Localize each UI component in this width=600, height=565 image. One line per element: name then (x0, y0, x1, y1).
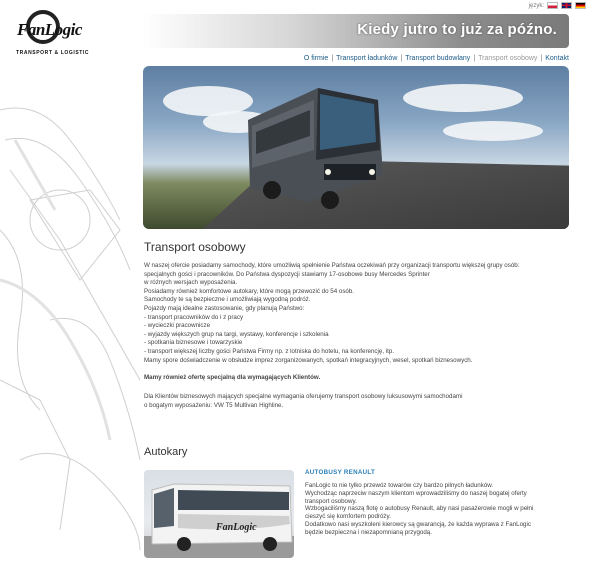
autokary-line: Wzbogaciliśmy naszą flotę o autobusy Renault, aby nasi pasażerowie mogli w pełni (305, 505, 534, 513)
language-selector (529, 2, 586, 9)
page-title: Transport osobowy (144, 240, 246, 254)
autokary-line: będzie bezpieczna i niezapomnianą przygodą. (305, 528, 432, 536)
nav-separator: | (473, 55, 476, 62)
nav-transport-ladunkow[interactable]: Transport ładunków (336, 55, 398, 62)
intro-line: Posiadamy również komfortowe autokary, które mogą przewozić do 54 osób. (144, 287, 355, 295)
nav-separator: | (540, 55, 543, 62)
flag-pl-icon[interactable] (547, 2, 558, 9)
flag-de-icon[interactable] (575, 2, 586, 9)
intro-line: w różnych wersjach wyposażenia. (144, 279, 238, 287)
nav-separator: | (400, 55, 403, 62)
banner-slogan: Kiedy jutro to już za późno. (357, 21, 557, 38)
subheading-autobusy-renault: AUTOBUSY RENAULT (305, 469, 376, 476)
white-coach-illustration (144, 470, 294, 558)
logo-tagline: TRANSPORT & LOGISTIC (16, 50, 90, 56)
intro-line: - transport pracowników do i z pracy (144, 313, 244, 321)
intro-line: - wyjazdy większych grup na targi, wystawy, konferencje i szkolenia (144, 330, 329, 338)
cloud-shape (403, 84, 523, 112)
hero-coach-photo (143, 66, 569, 229)
language-label: język: (528, 2, 544, 9)
nav-kontakt[interactable]: Kontakt (545, 55, 569, 62)
business-line: o bogatym wyposażeniu: VW T5 Multivan Highline. (144, 401, 284, 409)
renault-coach-photo (144, 470, 294, 558)
autokary-line: transport osobowy. (305, 497, 357, 505)
autokary-line: FanLogic to nie tylko przewóz towarów czy bardzo pilnych ładunków. (305, 482, 494, 489)
company-logo[interactable] (12, 8, 92, 58)
intro-line: - transport większej liczby gości Państwa Firmy np. z lotniska do hotelu, na konferencję, itp. (144, 348, 395, 355)
nav-separator: | (331, 55, 334, 62)
nav-transport-budowlany[interactable]: Transport budowlany (405, 55, 471, 62)
autokary-line: Wychodząc naprzeciw naszym klientom wprowadziliśmy do naszej bogatej oferty (305, 489, 527, 497)
intro-line: Samochody te są bezpieczne i umożliwiają wygodną podróż. (144, 296, 311, 304)
intro-line: W naszej ofercie posiadamy samochody, które umożliwią spełnienie Państwa oczekiwań przy organizacji transportu większej grupy osób: (144, 262, 520, 269)
nav-transport-osobowy[interactable]: Transport osobowy (478, 55, 538, 62)
flag-en-icon[interactable] (561, 2, 572, 9)
autokary-description (305, 482, 565, 537)
intro-line: Pojazdy mają idealne zastosowanie, gdy planują Państwo: (144, 305, 305, 312)
intro-line: Mamy spore doświadczenie w obsłudze imprez zorganizowanych, spotkań integracyjnych, wesel, spotkań biznesowych. (144, 356, 473, 364)
business-line: Dla Klientów biznesowych mających specjalne wymagania oferujemy transport osobowy luksusowymi samochodami (144, 393, 463, 400)
autokary-line: cieszyć się komfortem podróży. (305, 513, 391, 521)
nav-o-firmie[interactable]: O firmie (303, 55, 329, 62)
cloud-shape (443, 121, 543, 141)
header-banner (143, 14, 569, 48)
bus-brand-text: FanLogic (216, 522, 257, 533)
coach-bus-illustration (238, 80, 388, 210)
special-offer-text: Mamy również ofertę specjalną dla wymagających Klientów. (144, 374, 321, 381)
section-title-autokary: Autokary (144, 446, 188, 458)
decorative-sketch-illustration (0, 80, 150, 565)
intro-line: - wycieczki pracownicze (144, 322, 211, 330)
intro-line: - spotkania biznesowe i towarzyskie (144, 339, 243, 347)
autokary-line: Dodatkowo nasi wyszkoleni kierowcy są gwarancją, że każda wyprawa z FanLogic (305, 520, 531, 528)
main-navigation (304, 55, 569, 62)
intro-line: specjalnych gości i pracowników. Do Państwa dyspozycji stawiamy 17-osobowe busy Mercedes Sprinter (144, 270, 430, 278)
logo-wordmark: FanLogic (17, 20, 82, 39)
